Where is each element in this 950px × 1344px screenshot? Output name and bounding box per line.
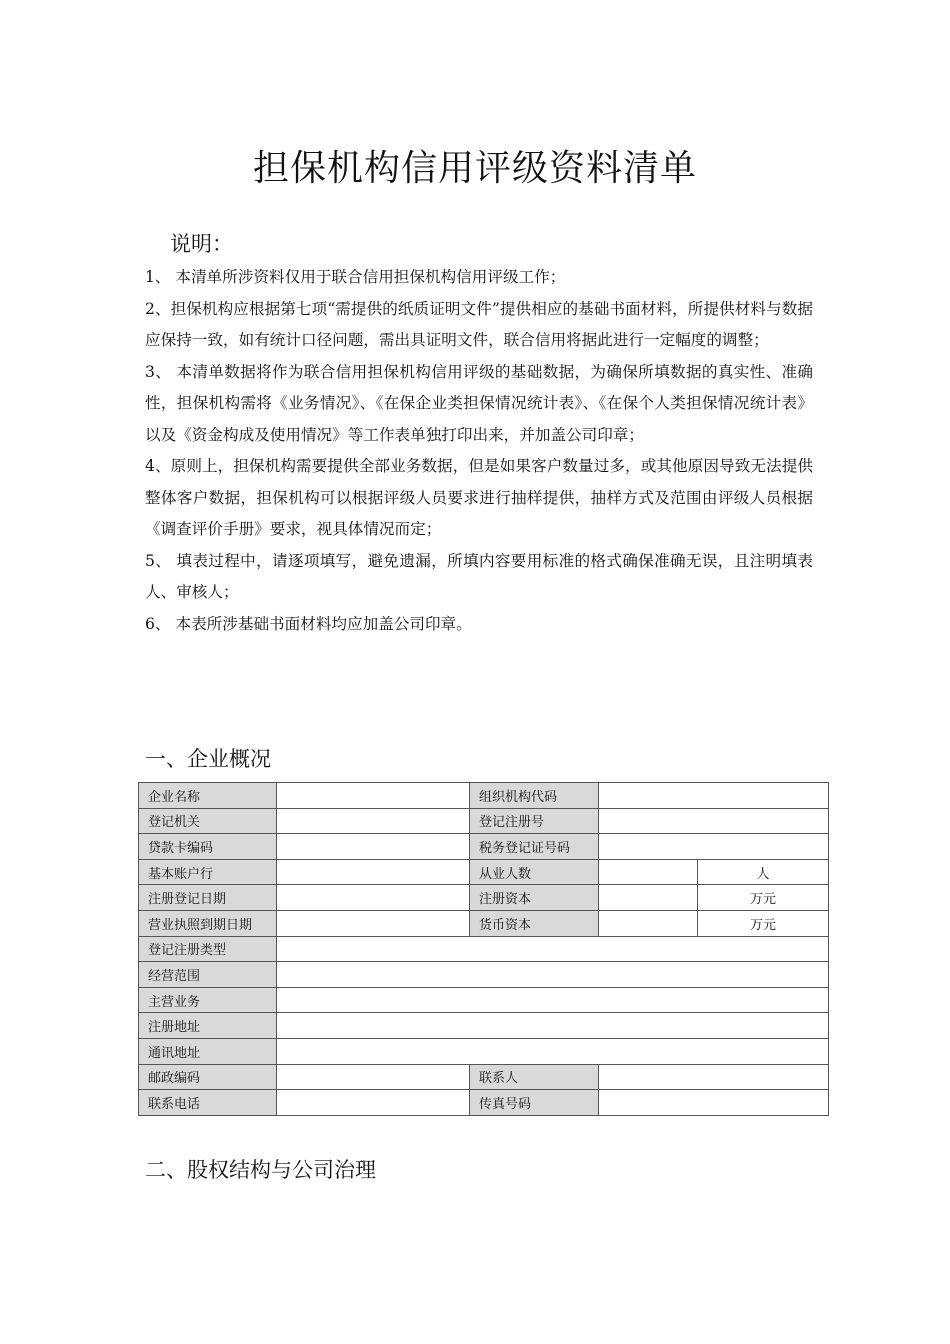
- table-row: [139, 987, 829, 1013]
- table-row: [139, 910, 829, 936]
- main-business-field[interactable]: [277, 987, 829, 1013]
- enterprise-info-table: [138, 782, 829, 1116]
- table-row: [139, 885, 829, 911]
- phone-label: 联系电话: [139, 1090, 277, 1116]
- fax-label: 传真号码: [470, 1090, 599, 1116]
- basic-bank-label: 基本账户行: [139, 859, 277, 885]
- note-item: 6、 本表所涉基础书面材料均应加盖公司印章。: [145, 614, 472, 633]
- postal-code-field[interactable]: [277, 1064, 470, 1090]
- table-row: [139, 1090, 829, 1116]
- note-item: 3、 本清单数据将作为联合信用担保机构信用评级的基础数据，为确保所填数据的真实性、准确性，担保机构需将《业务情况》、《在保企业类担保情况统计表》、《在保个人类担保情况统计表》以及《资金构成及使用情况》等工作表单独打印出来，并加盖公司印章；: [145, 362, 813, 444]
- registration-number-label: 登记注册号: [470, 808, 599, 834]
- registration-number-field[interactable]: [599, 808, 829, 834]
- tax-registration-number-label: 税务登记证号码: [470, 834, 599, 860]
- registration-date-field[interactable]: [277, 885, 470, 911]
- employee-unit: 人: [698, 859, 829, 885]
- registered-capital-field[interactable]: [599, 885, 698, 911]
- section-heading-equity-governance: 二、股权结构与公司治理: [145, 1158, 376, 1182]
- registered-address-field[interactable]: [277, 1013, 829, 1039]
- notes-list: [145, 262, 813, 640]
- org-code-field[interactable]: [599, 783, 829, 809]
- table-row: [139, 783, 829, 809]
- license-expiry-label: 营业执照到期日期: [139, 910, 277, 936]
- table-row: [139, 834, 829, 860]
- registered-capital-unit: 万元: [698, 885, 829, 911]
- registered-capital-label: 注册资本: [470, 885, 599, 911]
- mailing-address-label: 通讯地址: [139, 1038, 277, 1064]
- registration-authority-label: 登记机关: [139, 808, 277, 834]
- postal-code-label: 邮政编码: [139, 1064, 277, 1090]
- table-row: [139, 1038, 829, 1064]
- license-expiry-field[interactable]: [277, 910, 470, 936]
- table-row: [139, 936, 829, 962]
- tax-registration-number-field[interactable]: [599, 834, 829, 860]
- phone-field[interactable]: [277, 1090, 470, 1116]
- table-row: [139, 859, 829, 885]
- enterprise-name-field[interactable]: [277, 783, 470, 809]
- note-item: 5、 填表过程中，请逐项填写，避免遗漏，所填内容要用标准的格式确保准确无误，且注明填表人、审核人；: [145, 551, 813, 601]
- monetary-capital-field[interactable]: [599, 910, 698, 936]
- note-item: 2、担保机构应根据第七项“需提供的纸质证明文件”提供相应的基础书面材料，所提供材料与数据应保持一致，如有统计口径问题，需出具证明文件，联合信用将据此进行一定幅度的调整；: [145, 299, 813, 349]
- note-item: 4、原则上，担保机构需要提供全部业务数据，但是如果客户数量过多，或其他原因导致无法提供整体客户数据，担保机构可以根据评级人员要求进行抽样提供，抽样方式及范围由评级人员根据《调查评价手册》要求，视具体情况而定；: [145, 457, 813, 538]
- contact-person-field[interactable]: [599, 1064, 829, 1090]
- monetary-capital-unit: 万元: [698, 910, 829, 936]
- mailing-address-field[interactable]: [277, 1038, 829, 1064]
- employee-count-field[interactable]: [599, 859, 698, 885]
- registration-date-label: 注册登记日期: [139, 885, 277, 911]
- basic-bank-field[interactable]: [277, 859, 470, 885]
- org-code-label: 组织机构代码: [470, 783, 599, 809]
- enterprise-name-label: 企业名称: [139, 783, 277, 809]
- registration-type-label: 登记注册类型: [139, 936, 277, 962]
- section-heading-enterprise-overview: 一、企业概况: [145, 747, 271, 771]
- main-business-label: 主营业务: [139, 987, 277, 1013]
- business-scope-label: 经营范围: [139, 962, 277, 988]
- registration-authority-field[interactable]: [277, 808, 470, 834]
- contact-person-label: 联系人: [470, 1064, 599, 1090]
- registration-type-field[interactable]: [277, 936, 829, 962]
- table-row: [139, 1064, 829, 1090]
- loan-card-number-label: 贷款卡编码: [139, 834, 277, 860]
- page-title: 担保机构信用评级资料清单: [252, 148, 697, 189]
- registered-address-label: 注册地址: [139, 1013, 277, 1039]
- note-item: 1、 本清单所涉资料仅用于联合信用担保机构信用评级工作；: [145, 268, 566, 286]
- monetary-capital-label: 货币资本: [470, 910, 599, 936]
- loan-card-number-field[interactable]: [277, 834, 470, 860]
- employee-count-label: 从业人数: [470, 859, 599, 885]
- notes-heading: 说明：: [170, 232, 233, 256]
- table-row: [139, 1013, 829, 1039]
- table-row: [139, 962, 829, 988]
- table-row: [139, 808, 829, 834]
- business-scope-field[interactable]: [277, 962, 829, 988]
- fax-field[interactable]: [599, 1090, 829, 1116]
